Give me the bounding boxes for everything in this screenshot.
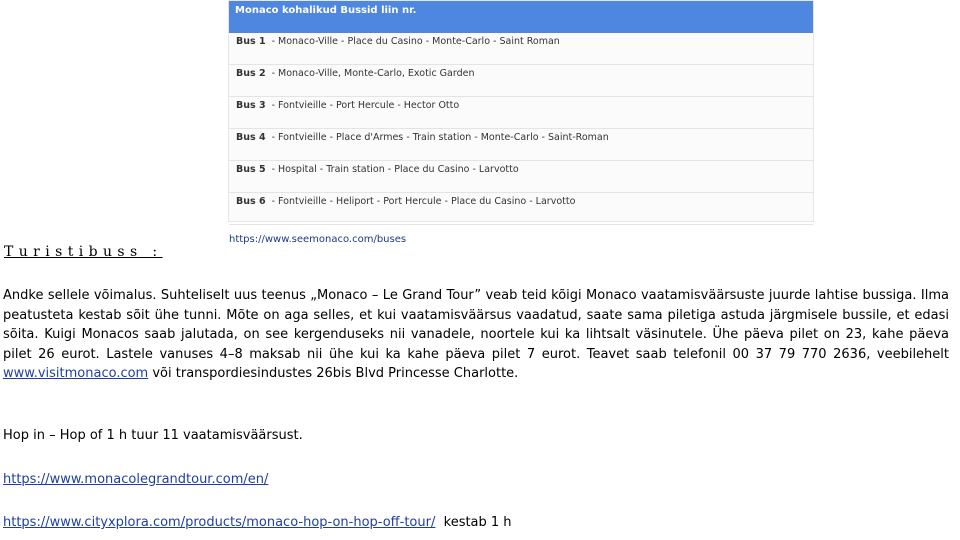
bus-number: Bus 4 <box>236 132 266 143</box>
paragraph-text-end: või transpordiesindustes 26bis Blvd Princesse Charlotte. <box>152 366 519 382</box>
bus-route: - Fontvieille - Port Hercule - Hector Otto <box>271 100 460 111</box>
bus-line-row <box>229 97 813 129</box>
bus-route: - Monaco-Ville, Monte-Carlo, Exotic Garden <box>271 68 475 79</box>
cityxplora-link[interactable]: https://www.cityxplora.com/products/monaco-hop-on-hop-off-tour/ <box>3 515 436 530</box>
bus-line-row <box>229 33 813 65</box>
bus-route: - Fontvieille - Place d'Armes - Train station - Monte-Carlo - Saint-Roman <box>271 132 609 143</box>
monacolegrandtour-link[interactable]: https://www.monacolegrandtour.com/en/ <box>3 472 269 487</box>
image-source-url: https://www.seemonaco.com/buses <box>229 234 407 245</box>
bus-lines-list <box>229 33 813 225</box>
bus-number: Bus 3 <box>236 100 266 111</box>
bus-lines-image <box>228 0 814 222</box>
bus-route: - Monaco-Ville - Place du Casino - Monte-Carlo - Saint Roman <box>271 36 560 47</box>
bus-line-row <box>229 65 813 97</box>
paragraph-text: Andke sellele võimalus. Suhteliselt uus teenus „Monaco – Le Grand Tour” veab teid kõigi Monaco vaatamisväärsuste juurde lahtise bussiga. Ilma peatusteta kestab sõit ühe tunni. Mõte on aga selles, et kui vaatamisväärsus vaadatud, saate sama piletiga astuda järgmisele bussile, et edasi sõita. Kuigi Monacos saab jalutada, on see kergenduseks nii vanadele, noortele kui ka lihtsalt väsinutele. Ühe päeva pilet on 23, kahe päeva pilet 26 eurot. Lastele vanuses 4–8 maksab nii ühe kui ka kahe päeva pilet 7 eurot. Teavet saab telefonil 00 37 79 770 2636, veebilehelt <box>3 288 949 362</box>
bus-line-row <box>229 129 813 161</box>
bus-number: Bus 6 <box>236 196 266 207</box>
cityxplora-link-line <box>3 515 512 530</box>
bus-line-row <box>229 193 813 225</box>
bus-route: - Fontvieille - Heliport - Port Hercule - Place du Casino - Larvotto <box>271 196 576 207</box>
description-paragraph <box>3 286 949 384</box>
bus-route: - Hospital - Train station - Place du Casino - Larvotto <box>271 164 519 175</box>
bus-number: Bus 5 <box>236 164 266 175</box>
grandtour-link-line <box>3 472 268 487</box>
tour-duration: kestab 1 h <box>443 515 512 530</box>
visitmonaco-link[interactable]: www.visitmonaco.com <box>3 366 149 382</box>
bus-lines-image-header: Monaco kohalikud Bussid liin nr. <box>229 1 813 33</box>
bus-number: Bus 2 <box>236 68 266 79</box>
hop-on-hop-off-line: Hop in – Hop of 1 h tuur 11 vaatamisväärsust. <box>3 428 303 443</box>
section-heading: Turistibuss : <box>4 244 163 260</box>
bus-line-row <box>229 161 813 193</box>
bus-number: Bus 1 <box>236 36 266 47</box>
